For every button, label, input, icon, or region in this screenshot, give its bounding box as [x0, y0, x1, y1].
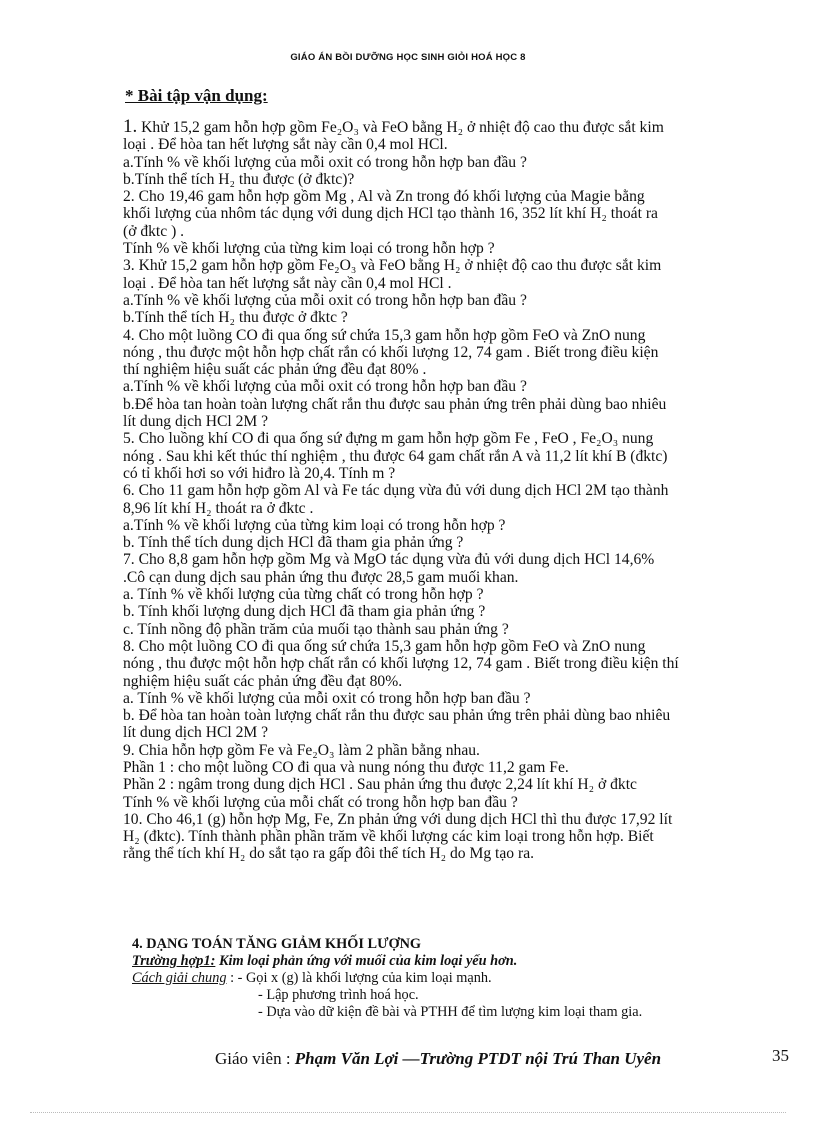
exercise-line: lít dung dịch HCl 2M ?	[123, 724, 269, 742]
footer-label: Giáo viên :	[215, 1049, 295, 1068]
exercise-line: loại . Để hòa tan hết lượng sắt này cần 0,4 mol HCl .	[123, 274, 452, 292]
case-label: Trường hợp1:	[132, 953, 216, 969]
part-2: Phần 2 : ngâm trong dung dịch HCl . Sau phản ứng thu được 2,24 lít khí H₂ ở đktc	[123, 776, 637, 794]
bottom-divider	[30, 1112, 786, 1113]
question-a: a.Tính % về khối lượng của mỗi oxit có trong hỗn hợp ban đầu ?	[123, 153, 527, 171]
exercise-2: 2. Cho 19,46 gam hỗn hợp gồm Mg , Al và Zn trong đó khối lượng của Magie bằng	[123, 188, 645, 206]
method-step-2: - Lập phương trình hoá học.	[258, 987, 419, 1003]
part-1: Phần 1 : cho một luồng CO đi qua và nung nóng thu được 11,2 gam Fe.	[123, 758, 569, 776]
exercise-line: nóng , thu được một hỗn hợp chất rắn có khối lượng 12, 74 gam . Biết trong điều kiện thí	[123, 655, 679, 673]
method-step-1: : - Gọi x (g) là khối lượng của kim loại mạnh.	[230, 970, 492, 986]
case-1	[132, 953, 772, 970]
footer	[215, 1049, 661, 1069]
method	[132, 970, 772, 987]
exercise-7: 7. Cho 8,8 gam hỗn hợp gồm Mg và MgO tác dụng vừa đủ với dung dịch HCl 14,6%	[123, 551, 655, 569]
exercise-line: loại . Để hòa tan hết lượng sắt này cần 0,4 mol HCl.	[123, 136, 448, 154]
question-a: a.Tính % về khối lượng của từng kim loại có trong hỗn hợp ?	[123, 516, 506, 534]
question-b: b. Tính thể tích dung dịch HCl đã tham gia phản ứng ?	[123, 534, 464, 552]
exercise-6: 6. Cho 11 gam hỗn hợp gồm Al và Fe tác dụng vừa đủ với dung dịch HCl 2M tạo thành	[123, 482, 669, 500]
page-header: GIÁO ÁN BỒI DƯỠNG HỌC SINH GIỎI HOÁ HỌC 8	[290, 52, 526, 63]
question: Tính % về khối lượng của từng kim loại có trong hỗn hợp ?	[123, 240, 495, 258]
exercise-line: nghiệm hiệu suất các phản ứng đều đạt 80%.	[123, 672, 403, 690]
exercise-line: lít dung dịch HCl 2M ?	[123, 413, 269, 431]
question-b: b. Để hòa tan hoàn toàn lượng chất rắn thu được sau phản ứng trên phải dùng bao nhiêu	[123, 707, 671, 725]
method-label: Cách giải chung	[132, 970, 227, 986]
question-a: a. Tính % về khối lượng của từng chất có trong hỗn hợp ?	[123, 586, 484, 604]
exercise-5: 5. Cho luồng khí CO đi qua ống sứ đựng m gam hỗn hợp gồm Fe , FeO , Fe₂O₃ nung	[123, 430, 654, 448]
method-step-3: - Dựa vào dữ kiện đề bài và PTHH để tìm lượng kim loại tham gia.	[258, 1004, 643, 1020]
section-title: * Bài tập vận dụng:	[125, 86, 268, 105]
question-a: a.Tính % về khối lượng của mỗi oxit có trong hỗn hợp ban đầu ?	[123, 378, 527, 396]
section-4	[132, 936, 772, 1021]
section-4-heading: 4. DẠNG TOÁN TĂNG GIẢM KHỐI LƯỢNG	[132, 936, 422, 952]
exercise-8: 8. Cho một luồng CO đi qua ống sứ chứa 15,3 gam hỗn hợp gồm FeO và ZnO nung	[123, 637, 646, 655]
exercise-line: rằng thể tích khí H₂ do sắt tạo ra gấp đôi thể tích H₂ do Mg tạo ra.	[123, 845, 535, 863]
exercise-line: nóng , thu được một hỗn hợp chất rắn có khối lượng 12, 74 gam . Biết trong điều kiện	[123, 343, 659, 361]
exercise-1	[123, 118, 785, 136]
case-text: Kim loại phản ứng với muối của kim loại yếu hơn.	[218, 953, 518, 969]
exercise-9: 9. Chia hỗn hợp gồm Fe và Fe₂O₃ làm 2 phần bằng nhau.	[123, 741, 480, 759]
exercise-line: (ở đktc ) .	[123, 222, 185, 240]
question-b: b.Tính thể tích H₂ thu được (ở đktc)?	[123, 170, 355, 188]
question: Tính % về khối lượng của mỗi chất có trong hỗn hợp ban đầu ?	[123, 793, 518, 811]
exercise-line: khối lượng của nhôm tác dụng với dung dịch HCl tạo thành 16, 352 lít khí H₂ thoát ra	[123, 205, 658, 223]
question-b: b. Tính khối lượng dung dịch HCl đã tham gia phản ứng ?	[123, 603, 486, 621]
exercise-line: có tỉ khối hơi so với hiđro là 20,4. Tính m ?	[123, 464, 396, 482]
question-b: b.Tính thể tích H₂ thu được ở đktc ?	[123, 309, 348, 327]
exercise-10: 10. Cho 46,1 (g) hỗn hợp Mg, Fe, Zn phản ứng với dung dịch HCl thì thu được 17,92 lít	[123, 810, 673, 828]
exercise-4: 4. Cho một luồng CO đi qua ống sứ chứa 15,3 gam hỗn hợp gồm FeO và ZnO nung	[123, 326, 646, 344]
exercise-line: H₂ (đktc). Tính thành phần phần trăm về khối lượng các kim loại trong hỗn hợp. Biết	[123, 828, 654, 846]
teacher-name: Phạm Văn Lợi —Trường PTDT nội Trú Than Uyên	[294, 1049, 662, 1068]
exercise-list	[123, 118, 785, 863]
exercise-3: 3. Khử 15,2 gam hỗn hợp gồm Fe₂O₃ và FeO bằng H₂ ở nhiệt độ cao thu được sắt kim	[123, 257, 662, 275]
exercise-1-line: Khử 15,2 gam hỗn hợp gồm Fe₂O₃ và FeO bằng H₂ ở nhiệt độ cao thu được sắt kim	[141, 119, 664, 136]
question-c: c. Tính nồng độ phần trăm của muối tạo thành sau phản ứng ?	[123, 620, 509, 638]
question-b: b.Để hòa tan hoàn toàn lượng chất rắn thu được sau phản ứng trên phải dùng bao nhiêu	[123, 395, 667, 413]
exercise-line: 8,96 lít khí H₂ thoát ra ở đktc .	[123, 499, 314, 517]
exercise-line: nóng . Sau khi kết thúc thí nghiệm , thu được 64 gam chất rắn A và 11,2 lít khí B (đktc)	[123, 447, 668, 465]
question-a: a. Tính % về khối lượng của mỗi oxit có trong hỗn hợp ban đầu ?	[123, 689, 531, 707]
exercise-line: .Cô cạn dung dịch sau phản ứng thu được 28,5 gam muối khan.	[123, 568, 519, 586]
question-a: a.Tính % về khối lượng của mỗi oxit có trong hỗn hợp ban đầu ?	[123, 291, 527, 309]
exercise-1-number: 1.	[123, 116, 138, 137]
page-number: 35	[772, 1046, 789, 1065]
exercise-line: thí nghiệm hiệu suất các phản ứng đều đạt 80% .	[123, 361, 427, 379]
